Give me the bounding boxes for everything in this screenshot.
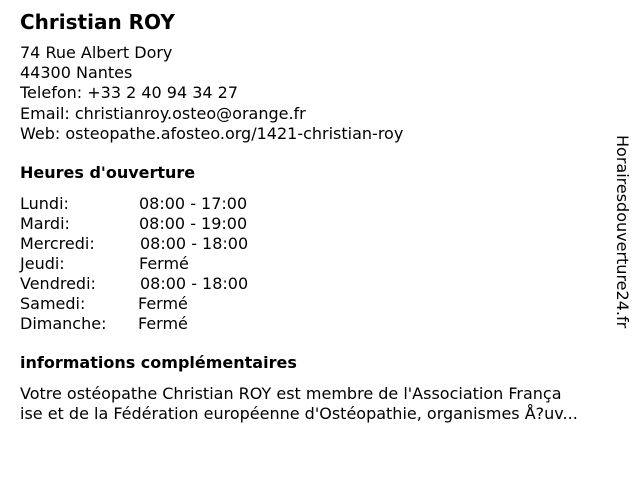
hours-row-thursday xyxy=(20,254,320,274)
description-line: Votre ostéopathe Christian ROY est membre de l'Association Françа xyxy=(20,384,562,403)
description-line: ise et de la Fédération européenne d'Ostéopathie, organismes Å?uv... xyxy=(20,404,578,423)
hours-row-tuesday xyxy=(20,214,320,234)
day-label: Mercredi: xyxy=(20,234,95,253)
additional-info-heading: informations complémentaires xyxy=(20,353,297,372)
address-street: 74 Rue Albert Dory xyxy=(20,43,173,62)
day-hours: 08:00 - 17:00 xyxy=(139,194,248,213)
day-label: Mardi: xyxy=(20,214,70,233)
website-text: Web: osteopathe.afosteo.org/1421-christian-roy xyxy=(20,123,404,143)
day-label: Samedi: xyxy=(20,294,86,313)
day-label: Jeudi: xyxy=(20,254,65,273)
hours-row-sunday xyxy=(20,314,320,334)
additional-info-text xyxy=(20,384,630,424)
day-label: Dimanche: xyxy=(20,314,107,333)
hours-row-wednesday xyxy=(20,234,320,254)
day-label: Lundi: xyxy=(20,194,69,213)
contact-block xyxy=(20,43,403,144)
day-hours: 08:00 - 19:00 xyxy=(139,214,248,233)
day-hours: Fermé xyxy=(138,314,188,333)
email-text: Email: christianroy.osteo@orange.fr xyxy=(20,103,306,123)
day-hours: Fermé xyxy=(139,254,189,273)
day-label: Vendredi: xyxy=(20,274,96,293)
opening-hours-list xyxy=(20,194,320,334)
site-watermark: Horairesdouverture24.fr xyxy=(613,135,632,329)
business-name: Christian ROY xyxy=(20,10,175,34)
opening-hours-heading: Heures d'ouverture xyxy=(20,163,196,182)
hours-row-friday xyxy=(20,274,320,294)
day-hours: Fermé xyxy=(138,294,188,313)
phone-text: Telefon: +33 2 40 94 34 27 xyxy=(20,83,239,103)
hours-row-monday xyxy=(20,194,320,214)
day-hours: 08:00 - 18:00 xyxy=(140,274,249,293)
address-city: 44300 Nantes xyxy=(20,63,133,83)
day-hours: 08:00 - 18:00 xyxy=(140,234,249,253)
hours-row-saturday xyxy=(20,294,320,314)
